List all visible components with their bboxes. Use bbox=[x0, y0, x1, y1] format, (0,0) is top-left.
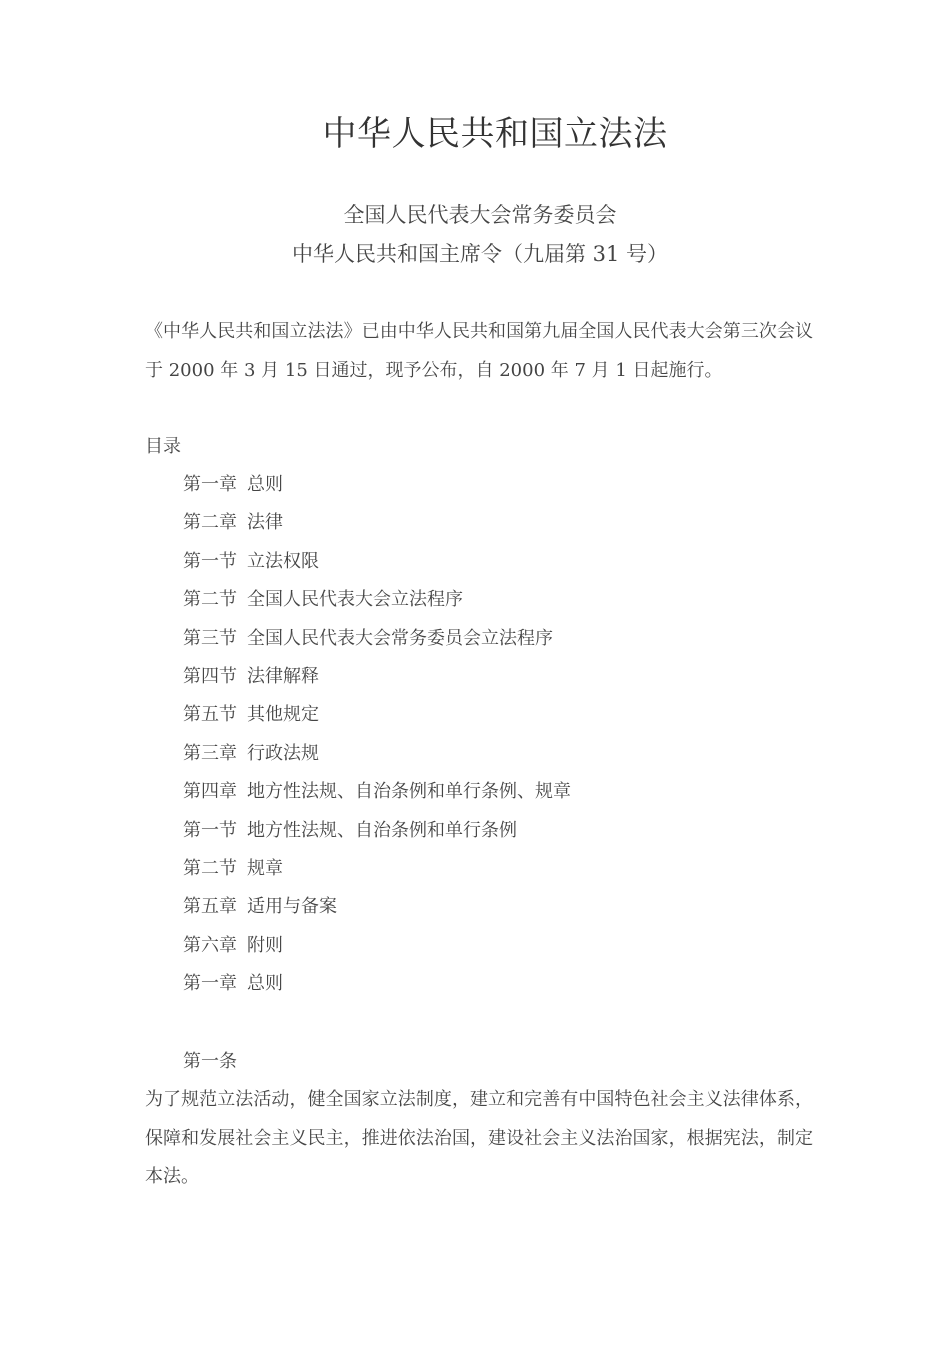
toc-item bbox=[183, 466, 571, 504]
toc-item bbox=[183, 850, 571, 888]
toc-item bbox=[183, 581, 571, 619]
toc-item-title: 立法权限 bbox=[247, 550, 319, 572]
toc-item-number: 第六章 bbox=[183, 934, 237, 956]
toc-item bbox=[183, 888, 571, 926]
toc-item-title: 地方性法规、自治条例和单行条例 bbox=[247, 819, 517, 841]
promulgation-paragraph: 《中华人民共和国立法法》已由中华人民共和国第九届全国人民代表大会第三次会议于 2000 年 3 月 15 日通过，现予公布，自 2000 年 7 月 1 日起施行。 bbox=[145, 321, 813, 381]
toc-item-title: 规章 bbox=[247, 857, 283, 879]
toc-item-number: 第四章 bbox=[183, 781, 237, 803]
toc-item-title: 附则 bbox=[247, 934, 283, 956]
toc-item-number: 第二章 bbox=[183, 512, 237, 534]
article-1-label: 第一条 bbox=[183, 1051, 237, 1072]
toc-item-number: 第二节 bbox=[183, 589, 237, 611]
document-title: 中华人民共和国立法法 bbox=[322, 114, 668, 154]
toc-item-title: 法律解释 bbox=[247, 665, 319, 687]
toc-item bbox=[183, 696, 571, 734]
toc-item-number: 第五节 bbox=[183, 704, 237, 726]
toc-item bbox=[183, 927, 571, 965]
toc-item-number: 第三章 bbox=[183, 742, 237, 764]
toc-item-number: 第一节 bbox=[183, 550, 237, 572]
toc-item-number: 第三节 bbox=[183, 627, 237, 649]
toc-item-title: 总则 bbox=[247, 474, 283, 495]
toc-item-number: 第二节 bbox=[183, 857, 237, 879]
toc-item bbox=[183, 543, 571, 581]
toc-item-title: 其他规定 bbox=[247, 704, 319, 726]
toc-item-title: 全国人民代表大会立法程序 bbox=[247, 589, 463, 611]
toc-item bbox=[183, 658, 571, 696]
toc-item-title: 适用与备案 bbox=[247, 896, 337, 918]
toc-item-title: 行政法规 bbox=[247, 742, 319, 764]
toc-item bbox=[183, 965, 571, 1003]
toc-item-number: 第一章 bbox=[183, 973, 237, 995]
toc-item-title: 总则 bbox=[247, 973, 283, 995]
toc-item-number: 第一章 bbox=[183, 474, 237, 495]
toc-item-title: 全国人民代表大会常务委员会立法程序 bbox=[247, 627, 553, 649]
toc-item-number: 第一节 bbox=[183, 819, 237, 841]
table-of-contents bbox=[183, 466, 571, 1003]
toc-heading: 目录 bbox=[145, 436, 181, 457]
toc-item-title: 法律 bbox=[247, 512, 283, 534]
toc-item bbox=[183, 504, 571, 542]
toc-item-number: 第五章 bbox=[183, 896, 237, 918]
issuer-line: 全国人民代表大会常务委员会 bbox=[343, 203, 617, 227]
toc-item bbox=[183, 812, 571, 850]
toc-item-number: 第四节 bbox=[183, 665, 237, 687]
toc-item bbox=[183, 773, 571, 811]
article-1-text: 为了规范立法活动，健全国家立法制度，建立和完善有中国特色社会主义法律体系，保障和发展社会主义民主，推进依法治国，建设社会主义法治国家，根据宪法，制定本法。 bbox=[145, 1089, 813, 1187]
presidential-order-line: 中华人民共和国主席令（九届第 31 号） bbox=[291, 242, 669, 266]
toc-item bbox=[183, 735, 571, 773]
toc-item bbox=[183, 620, 571, 658]
toc-item-title: 地方性法规、自治条例和单行条例、规章 bbox=[247, 781, 571, 803]
